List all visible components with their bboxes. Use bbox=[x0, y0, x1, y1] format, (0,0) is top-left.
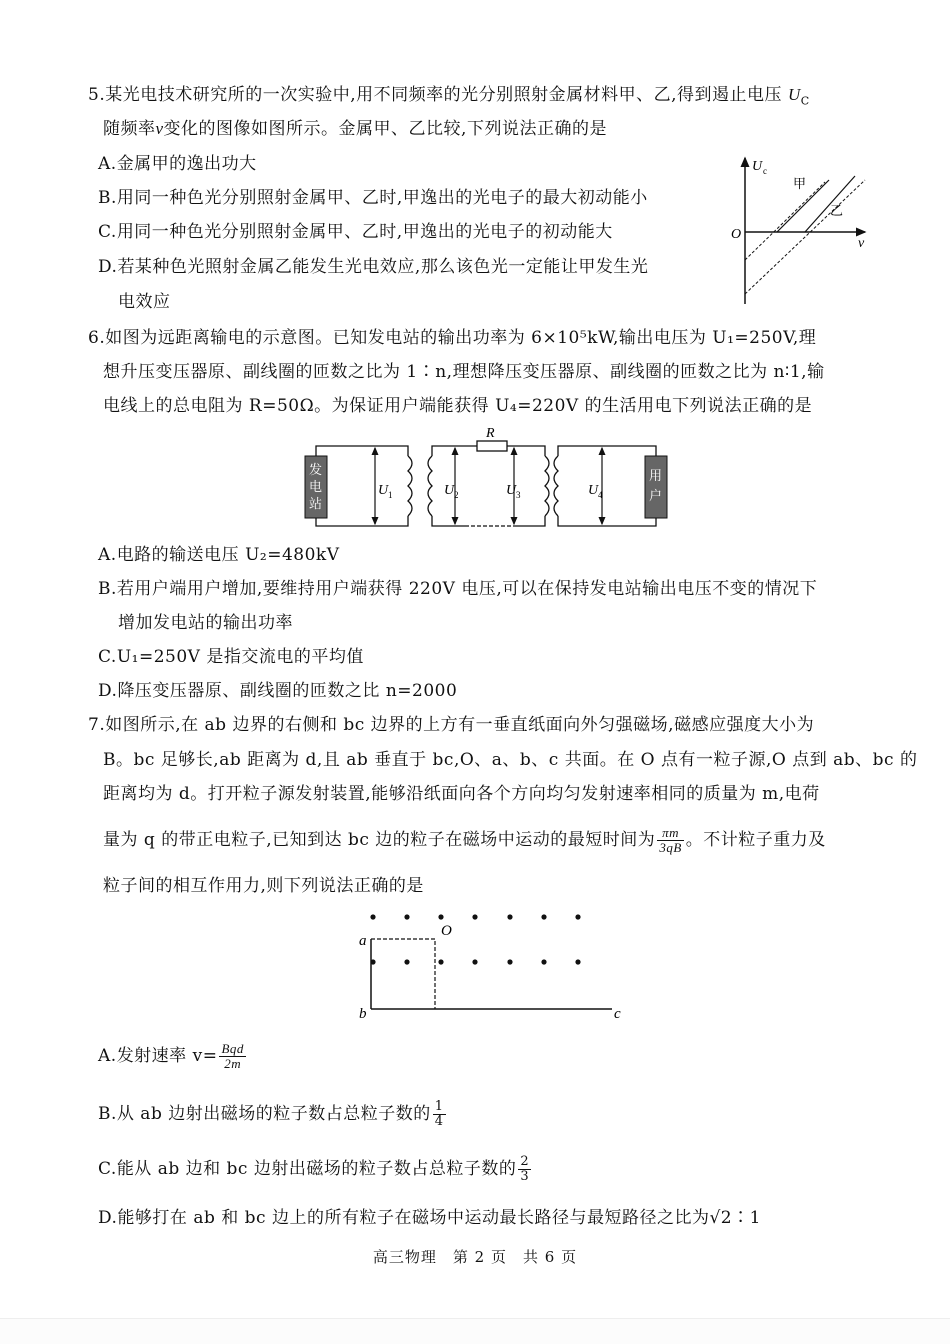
q5-graph bbox=[725, 152, 875, 308]
q7-option-b: B.从 ab 边射出磁场的粒子数占总粒子数的 $\frac{1}{4}$ bbox=[98, 1099, 444, 1129]
fraction: $\frac{\pi m}{3qB}$ bbox=[659, 825, 682, 855]
svg-text:3: 3 bbox=[516, 490, 521, 500]
svg-text:U: U bbox=[506, 483, 517, 498]
svg-text:站: 站 bbox=[309, 496, 323, 511]
svg-text:1: 1 bbox=[388, 490, 393, 500]
svg-text:电: 电 bbox=[309, 479, 323, 494]
svg-text:2: 2 bbox=[454, 490, 459, 500]
q6-option-a: A.电路的输送电压 U₂=480kV bbox=[98, 545, 340, 565]
svg-text:U: U bbox=[444, 483, 455, 498]
q7-option-d: D.能够打在 ab 和 bc 边上的所有粒子在磁场中运动最长路径与最短路径之比为√2∶1 bbox=[98, 1208, 761, 1228]
user-box bbox=[645, 456, 667, 518]
svg-text:U: U bbox=[752, 159, 763, 174]
svg-text:甲: 甲 bbox=[793, 176, 807, 191]
resistor-R bbox=[477, 441, 507, 451]
q6-circuit-diagram bbox=[300, 428, 685, 532]
svg-text:b: b bbox=[359, 1006, 367, 1020]
q5-stem-line2: 随频率ν变化的图像如图所示。金属甲、乙比较,下列说法正确的是 bbox=[103, 119, 607, 139]
q6-option-c: C.U₁=250V 是指交流电的平均值 bbox=[98, 647, 364, 667]
q7-stem-line4: 量为 q 的带正电粒子,已知到达 bc 边的粒子在磁场中运动的最短时间为 $\frac{\pi m}{3qB}$ 。不计粒子重力及 bbox=[103, 825, 826, 855]
svg-text:U: U bbox=[378, 483, 389, 498]
q7-stem-line3: 距离均为 d。打开粒子源发射装置,能够沿纸面向各个方向均匀发射速率相同的质量为 m,电荷 bbox=[103, 784, 820, 804]
svg-text:乙: 乙 bbox=[830, 203, 844, 218]
svg-text:O: O bbox=[731, 227, 742, 242]
svg-text:O: O bbox=[441, 923, 452, 939]
q7-stem-line2: B。bc 足够长,ab 距离为 d,且 ab 垂直于 bc,O、a、b、c 共面。在 O 点有一粒子源,O 点到 ab、bc 的 bbox=[103, 750, 918, 770]
step-up-secondary-coil bbox=[428, 456, 432, 516]
q5-option-b: B.用同一种色光分别照射金属甲、乙时,甲逸出的光电子的最大初动能小 bbox=[98, 188, 648, 208]
svg-text:4: 4 bbox=[598, 490, 603, 500]
step-up-primary-coil bbox=[408, 456, 412, 516]
q6-option-b-cont: 增加发电站的输出功率 bbox=[118, 613, 293, 633]
q7-stem-line1: 7.如图所示,在 ab 边界的右侧和 bc 边界的上方有一垂直纸面向外匀强磁场,磁感应强度大小为 bbox=[88, 715, 815, 735]
svg-text:用: 用 bbox=[649, 468, 663, 483]
svg-text:U: U bbox=[588, 483, 599, 498]
svg-text:户: 户 bbox=[649, 488, 663, 503]
svg-text:c: c bbox=[614, 1006, 621, 1020]
bottom-edge bbox=[0, 1318, 950, 1344]
q5-option-a: A.金属甲的逸出功大 bbox=[98, 154, 257, 174]
q6-stem-line1: 6.如图为远距离输电的示意图。已知发电站的输出功率为 6×10⁵kW,输出电压为 U₁=250V,理 bbox=[88, 328, 817, 348]
q7-field-diagram bbox=[350, 905, 630, 1020]
q7-option-a: A.发射速率 v= $\frac{\text{Bqd}}{2m}$ bbox=[98, 1041, 244, 1071]
q5-stem-line1: 5.某光电技术研究所的一次实验中,用不同频率的光分别照射金属材料甲、乙,得到遏止电压 $U_C$ bbox=[88, 85, 810, 108]
q7-option-c: C.能从 ab 边和 bc 边射出磁场的粒子数占总粒子数的 $\frac{2}{3}$ bbox=[98, 1154, 530, 1184]
page-footer: 高三物理 第 2 页 共 6 页 bbox=[372, 1248, 578, 1266]
svg-text:发: 发 bbox=[309, 462, 323, 477]
q5-number: 5. bbox=[88, 85, 106, 105]
q5-option-d: D.若某种色光照射金属乙能发生光电效应,那么该色光一定能让甲发生光 bbox=[98, 257, 649, 277]
q6-stem-line2: 想升压变压器原、副线圈的匝数之比为 1∶n,理想降压变压器原、副线圈的匝数之比为 n∶1,输 bbox=[103, 362, 825, 382]
svg-text:c: c bbox=[763, 166, 767, 176]
step-down-primary-coil bbox=[545, 456, 549, 516]
svg-text:R: R bbox=[486, 428, 495, 441]
svg-text:ν: ν bbox=[858, 236, 865, 251]
svg-text:a: a bbox=[359, 933, 367, 949]
q6-option-b: B.若用户端用户增加,要维持用户端获得 220V 电压,可以在保持发电站输出电压不变的情况下 bbox=[98, 579, 818, 599]
q6-stem-line3: 电线上的总电阻为 R=50Ω。为保证用户端能获得 U₄=220V 的生活用电下列说法正确的是 bbox=[103, 396, 813, 416]
q6-option-d: D.降压变压器原、副线圈的匝数之比 n=2000 bbox=[98, 681, 458, 701]
step-down-secondary-coil bbox=[554, 456, 558, 516]
q7-stem-line5: 粒子间的相互作用力,则下列说法正确的是 bbox=[103, 876, 424, 896]
q5-option-c: C.用同一种色光分别照射金属甲、乙时,甲逸出的光电子的初动能大 bbox=[98, 222, 613, 242]
q5-option-d-cont: 电效应 bbox=[118, 292, 171, 312]
